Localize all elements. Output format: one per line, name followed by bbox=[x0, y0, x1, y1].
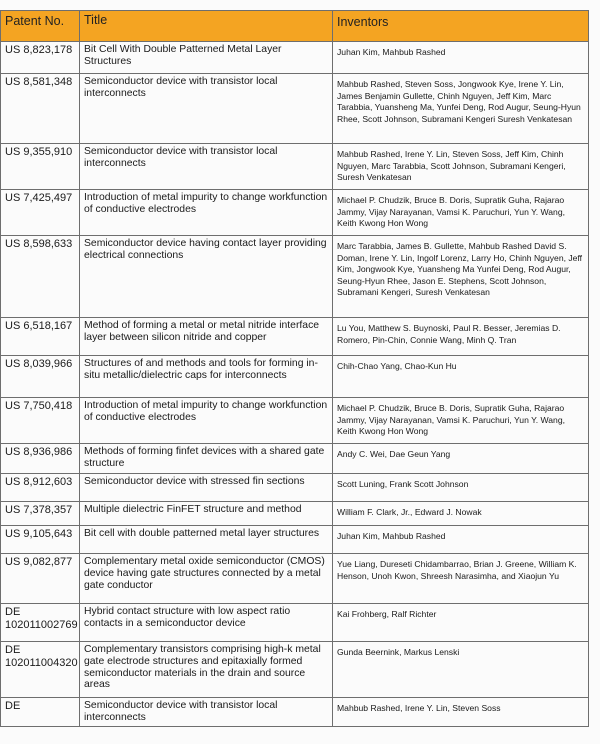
table-row bbox=[1, 236, 589, 318]
patent-title: Method of forming a metal or metal nitride interface layer between silicon nitride and copper bbox=[80, 318, 333, 356]
patent-inventors: Mahbub Rashed, Irene Y. Lin, Steven Soss, Jeff Kim, Chinh Nguyen, Marc Tarabbia, Scott Johnson, Subramani Kengeri, Suresh Venkatesan bbox=[333, 144, 589, 190]
table-row bbox=[1, 42, 589, 74]
patent-title: Methods of forming finfet devices with a shared gate structure bbox=[80, 444, 333, 474]
patent-number: US 8,936,986 bbox=[1, 444, 80, 474]
patent-inventors: Lu You, Matthew S. Buynoski, Paul R. Besser, Jeremias D. Romero, Pin-Chin, Connie Wang, Minh Q. Tran bbox=[333, 318, 589, 356]
patent-number: DE bbox=[1, 698, 80, 727]
patent-inventors: Marc Tarabbia, James B. Gullette, Mahbub Rashed David S. Doman, Irene Y. Lin, Ingolf Lorenz, Larry Ho, Chinh Nguyen, Jeff Kim, Jongwook Kye, Yuansheng Ma Yunfei Deng, Rod Augur, Seung-Hyun Rhee, Jason E. Stephens, Scott Johnson, Subramani Kengeri, Suresh Venkatesan bbox=[333, 236, 589, 318]
patent-number: US 8,581,348 bbox=[1, 74, 80, 144]
patent-number: US 6,518,167 bbox=[1, 318, 80, 356]
patent-inventors: Michael P. Chudzik, Bruce B. Doris, Supratik Guha, Rajarao Jammy, Vijay Narayanan, Vamsi K. Paruchuri, Yun Y. Wang, Keith Kwong Hon Wong bbox=[333, 398, 589, 444]
patent-title: Bit cell with double patterned metal layer structures bbox=[80, 526, 333, 554]
patent-number: US 7,378,357 bbox=[1, 502, 80, 526]
header-title: Title bbox=[80, 11, 333, 42]
patent-number: DE 102011002769 bbox=[1, 604, 80, 642]
patent-title: Complementary metal oxide semiconductor (CMOS) device having gate structures connected by a metal gate conductor bbox=[80, 554, 333, 604]
patent-inventors: Kai Frohberg, Ralf Richter bbox=[333, 604, 589, 642]
patent-title: Semiconductor device having contact layer providing electrical connections bbox=[80, 236, 333, 318]
table-row bbox=[1, 698, 589, 727]
patent-number: US 9,355,910 bbox=[1, 144, 80, 190]
patent-inventors: Mahbub Rashed, Irene Y. Lin, Steven Soss bbox=[333, 698, 589, 727]
patent-inventors: Chih-Chao Yang, Chao-Kun Hu bbox=[333, 356, 589, 398]
table-row bbox=[1, 74, 589, 144]
patent-title: Structures of and methods and tools for forming in-situ metallic/dielectric caps for interconnects bbox=[80, 356, 333, 398]
patent-number: US 9,082,877 bbox=[1, 554, 80, 604]
patent-title: Hybrid contact structure with low aspect ratio contacts in a semiconductor device bbox=[80, 604, 333, 642]
patent-inventors: Juhan Kim, Mahbub Rashed bbox=[333, 42, 589, 74]
patent-title: Complementary transistors comprising high-k metal gate electrode structures and epitaxially formed semiconductor materials in the drain and source areas bbox=[80, 642, 333, 698]
table-header-row bbox=[1, 11, 589, 42]
table-row bbox=[1, 356, 589, 398]
patent-inventors: Andy C. Wei, Dae Geun Yang bbox=[333, 444, 589, 474]
patent-title: Semiconductor device with transistor local interconnects bbox=[80, 144, 333, 190]
patent-title: Bit Cell With Double Patterned Metal Layer Structures bbox=[80, 42, 333, 74]
patent-title: Introduction of metal impurity to change workfunction of conductive electrodes bbox=[80, 398, 333, 444]
patent-number: US 8,912,603 bbox=[1, 474, 80, 502]
patent-inventors: Gunda Beernink, Markus Lenski bbox=[333, 642, 589, 698]
patent-number: US 8,598,633 bbox=[1, 236, 80, 318]
table-row bbox=[1, 144, 589, 190]
table-row bbox=[1, 554, 589, 604]
table-row bbox=[1, 190, 589, 236]
patent-inventors: Juhan Kim, Mahbub Rashed bbox=[333, 526, 589, 554]
patent-number: US 8,039,966 bbox=[1, 356, 80, 398]
patent-inventors: Yue Liang, Dureseti Chidambarrao, Brian J. Greene, William K. Henson, Unoh Kwon, Shreesh Narasimha, and Xiaojun Yu bbox=[333, 554, 589, 604]
patent-number: US 8,823,178 bbox=[1, 42, 80, 74]
patent-number: US 7,425,497 bbox=[1, 190, 80, 236]
table-row bbox=[1, 526, 589, 554]
patent-title: Multiple dielectric FinFET structure and method bbox=[80, 502, 333, 526]
header-patent-no: Patent No. bbox=[1, 11, 80, 42]
patent-inventors: Scott Luning, Frank Scott Johnson bbox=[333, 474, 589, 502]
patent-inventors: Mahbub Rashed, Steven Soss, Jongwook Kye, Irene Y. Lin, James Benjamin Gullette, Chinh Nguyen, Jeff Kim, Marc Tarabbia, Yuansheng Ma, Yunfei Deng, Rod Augur, Seung-Hyun Rhee, Scott Johnson, Subramani Kengeri Suresh Venkatesan bbox=[333, 74, 589, 144]
patent-title: Semiconductor device with transistor local interconnects bbox=[80, 698, 333, 727]
patent-inventors: William F. Clark, Jr., Edward J. Nowak bbox=[333, 502, 589, 526]
table-row bbox=[1, 642, 589, 698]
table-row bbox=[1, 604, 589, 642]
patent-number: US 9,105,643 bbox=[1, 526, 80, 554]
patent-title: Semiconductor device with transistor local interconnects bbox=[80, 74, 333, 144]
patent-table bbox=[0, 10, 589, 727]
table-row bbox=[1, 444, 589, 474]
table-row bbox=[1, 474, 589, 502]
table-row bbox=[1, 398, 589, 444]
patent-number: DE 102011004320 bbox=[1, 642, 80, 698]
patent-inventors: Michael P. Chudzik, Bruce B. Doris, Supratik Guha, Rajarao Jammy, Vijay Narayanan, Vamsi K. Paruchuri, Yun Y. Wang, Keith Kwong Hon Wong bbox=[333, 190, 589, 236]
header-inventors: Inventors bbox=[333, 11, 589, 42]
patent-title: Semiconductor device with stressed fin sections bbox=[80, 474, 333, 502]
table-row bbox=[1, 318, 589, 356]
patent-title: Introduction of metal impurity to change workfunction of conductive electrodes bbox=[80, 190, 333, 236]
patent-number: US 7,750,418 bbox=[1, 398, 80, 444]
table-row bbox=[1, 502, 589, 526]
